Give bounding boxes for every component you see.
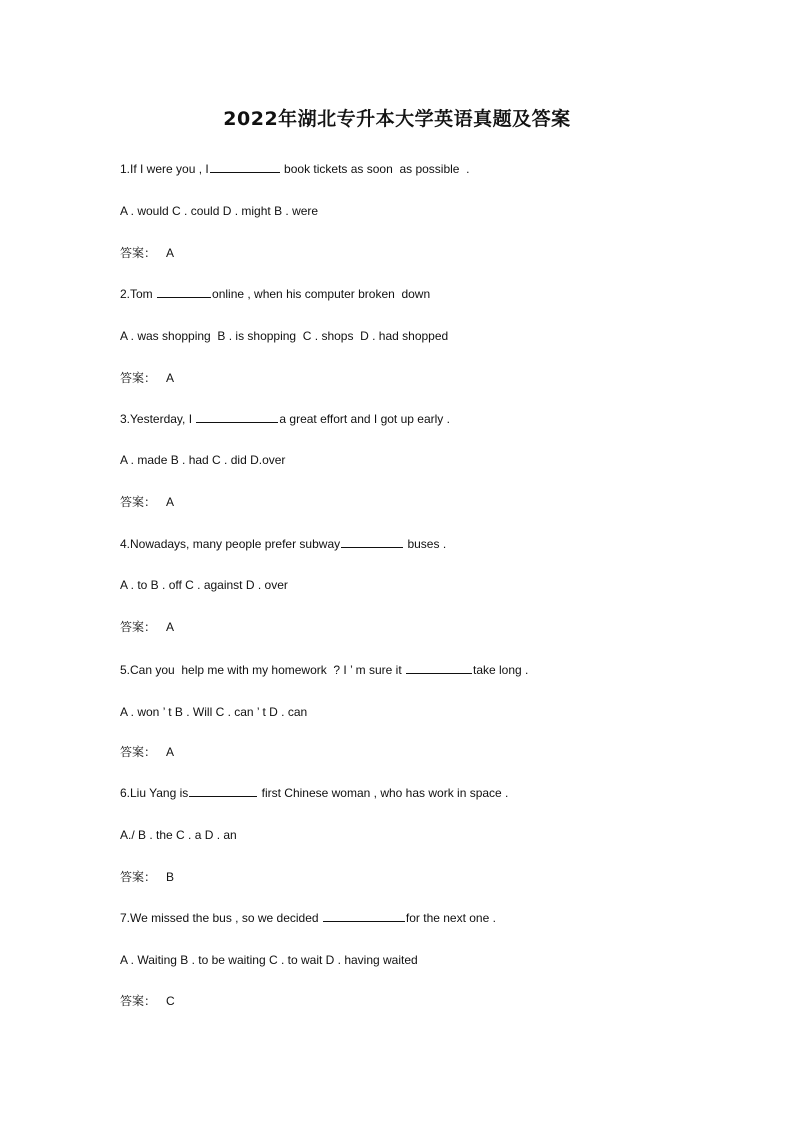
question-2-answer [120, 370, 174, 386]
question-3-answer [120, 494, 174, 510]
answer-label: 答案： [120, 870, 157, 884]
question-stem-text: buses . [404, 537, 447, 551]
question-5-stem [120, 662, 528, 678]
answer-value: A [166, 246, 175, 260]
answer-label: 答案： [120, 620, 157, 634]
answer-label: 答案： [120, 371, 157, 385]
answer-blank [189, 785, 257, 797]
question-stem-text: 3.Yesterday, I [120, 412, 196, 426]
question-7-stem [120, 910, 496, 926]
question-stem-text: 5.Can you help me with my homework ? I ’ m sure it [120, 663, 405, 677]
question-stem-text: 6.Liu Yang is [120, 786, 189, 800]
question-1-stem [120, 161, 469, 177]
question-6-stem [120, 785, 508, 801]
answer-value: A [166, 371, 175, 385]
answer-value: A [166, 745, 175, 759]
question-1-options: A . would C . could D . might B . were [120, 204, 319, 218]
answer-value: C [166, 994, 175, 1008]
question-stem-text: 7.We missed the bus , so we decided [120, 911, 322, 925]
answer-blank [210, 161, 280, 173]
question-stem-text: take long . [473, 663, 529, 677]
question-stem-text: 2.Tom [120, 287, 157, 301]
answer-blank [341, 536, 403, 548]
answer-blank [196, 411, 278, 423]
question-stem-text: first Chinese woman , who has work in space . [258, 786, 509, 800]
answer-blank [323, 910, 405, 922]
question-4-answer [120, 619, 174, 635]
question-6-answer [120, 869, 174, 885]
question-4-stem [120, 536, 446, 552]
question-4-options: A . to B . off C . against D . over [120, 578, 288, 592]
question-3-stem [120, 411, 450, 427]
document-title: 2022年湖北专升本大学英语真题及答案 [223, 108, 571, 130]
question-2-stem [120, 286, 430, 302]
question-1-answer [120, 245, 174, 261]
question-6-options: A./ B . the C . a D . an [120, 828, 237, 842]
answer-label: 答案： [120, 495, 157, 509]
answer-label: 答案： [120, 994, 157, 1008]
question-stem-text: a great effort and I got up early . [279, 412, 450, 426]
question-stem-text: book tickets as soon as possible . [280, 162, 470, 176]
answer-value: A [166, 620, 175, 634]
answer-value: B [166, 870, 175, 884]
answer-blank [157, 286, 211, 298]
question-2-options: A . was shopping B . is shopping C . shops D . had shopped [120, 329, 449, 343]
question-5-options: A . won ’ t B . Will C . can ’ t D . can [120, 705, 308, 719]
answer-label: 答案： [120, 246, 157, 260]
question-7-options: A . Waiting B . to be waiting C . to wait D . having waited [120, 953, 418, 967]
answer-value: A [166, 495, 175, 509]
question-stem-text: 1.If I were you , I [120, 162, 209, 176]
question-stem-text: for the next one . [405, 911, 496, 925]
question-3-options: A . made B . had C . did D.over [120, 453, 286, 467]
question-stem-text: online , when his computer broken down [212, 287, 431, 301]
answer-label: 答案： [120, 745, 157, 759]
answer-blank [406, 662, 472, 674]
question-5-answer [120, 744, 174, 760]
question-stem-text: 4.Nowadays, many people prefer subway [120, 537, 341, 551]
question-7-answer [120, 993, 175, 1009]
